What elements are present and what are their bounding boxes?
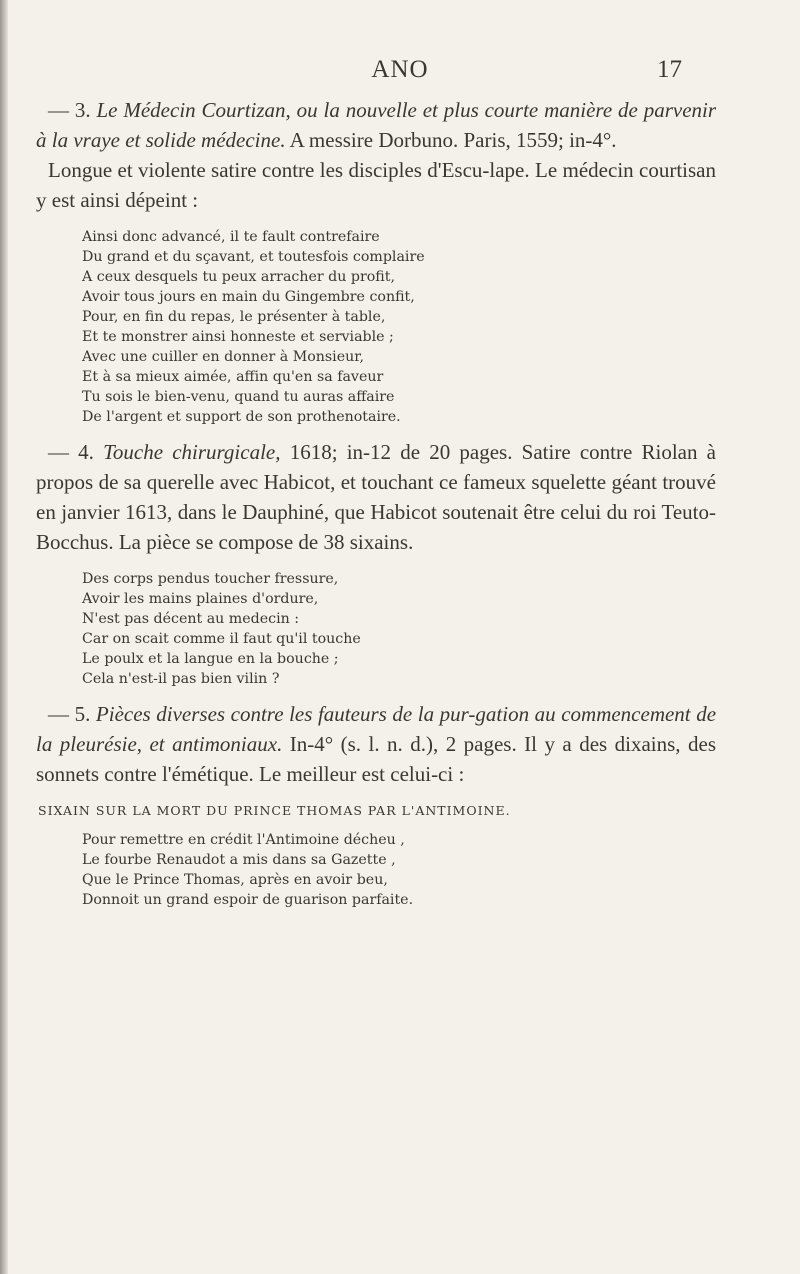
verse-line: Et te monstrer ainsi honneste et serviable ; <box>82 329 394 345</box>
entry-5-title: Pièces diverses contre les fauteurs de la pur-gation au commencement de la pleurésie, et antimoniaux. <box>36 702 717 756</box>
verse-line: De l'argent et support de son prothenotaire. <box>82 409 401 425</box>
entry-5-paragraph <box>36 699 716 789</box>
page-number: 17 <box>657 56 682 83</box>
entry-3-title: Le Médecin Courtizan, ou la nouvelle et plus courte manière de parvenir à la vraye et solide médecine. <box>36 98 717 152</box>
verse-line: Cela n'est-il pas bien vilin ? <box>82 671 280 687</box>
sixain-heading: SIXAIN SUR LA MORT DU PRINCE THOMAS PAR L'ANTIMOINE. <box>38 803 511 818</box>
verse-line: Avoir les mains plaines d'ordure, <box>82 591 319 607</box>
entry-5-text: In-4° (s. l. n. d.), 2 pages. Il y a des dixains, des sonnets contre l'émétique. Le meilleur est celui-ci : <box>36 732 716 786</box>
page-header <box>0 56 800 86</box>
verse-line: Donnoit un grand espoir de guarison parfaite. <box>82 892 414 908</box>
entry-5-number: — 5. <box>48 702 91 726</box>
verse-line: Que le Prince Thomas, après en avoir beu, <box>82 872 388 888</box>
verse-line: Car on scait comme il faut qu'il touche <box>82 631 361 647</box>
entry-3-heading <box>36 95 716 155</box>
entry-3-number: — 3. <box>48 98 91 122</box>
verse-line: A ceux desquels tu peux arracher du profit, <box>82 269 395 285</box>
page-body <box>36 95 716 920</box>
entry-4-text: 1618; in-12 de 20 pages. Satire contre Riolan à propos de sa querelle avec Habicot, et touchant ce fameux squelette géant trouvé en janvier 1613, dans le Dauphiné, que Habicot soutenait être celui du roi Teuto-Bocchus. La pièce se compose de 38 sixains. <box>36 440 716 554</box>
entry-3-verse <box>82 227 716 427</box>
verse-line: Le poulx et la langue en la bouche ; <box>82 651 339 667</box>
entry-4-verse <box>82 569 716 689</box>
verse-line: Pour, en fin du repas, le présenter à table, <box>82 309 386 325</box>
entry-4-paragraph <box>36 437 716 557</box>
verse-line: Et à sa mieux aimée, affin qu'en sa faveur <box>82 369 384 385</box>
entry-3-description: Longue et violente satire contre les disciples d'Escu-lape. Le médecin courtisan y est ainsi dépeint : <box>36 158 716 212</box>
verse-line: Ainsi donc advancé, il te fault contrefaire <box>82 229 380 245</box>
binding-shadow <box>0 0 8 1274</box>
entry-5-verse <box>82 830 716 910</box>
verse-line: Le fourbe Renaudot a mis dans sa Gazette , <box>82 852 396 868</box>
entry-4-title: Touche chirurgicale, <box>103 440 281 464</box>
running-title: ANO <box>371 56 429 83</box>
verse-line: Pour remettre en crédit l'Antimoine décheu , <box>82 832 405 848</box>
verse-line: Tu sois le bien-venu, quand tu auras affaire <box>82 389 395 405</box>
verse-line: Du grand et du sçavant, et toutesfois complaire <box>82 249 425 265</box>
verse-line: N'est pas décent au medecin : <box>82 611 300 627</box>
entry-3-imprint: A messire Dorbuno. Paris, 1559; in-4°. <box>289 128 617 152</box>
verse-line: Avec une cuiller en donner à Monsieur, <box>82 349 364 365</box>
verse-line: Avoir tous jours en main du Gingembre confit, <box>82 289 415 305</box>
entry-4-number: — 4. <box>48 440 94 464</box>
verse-line: Des corps pendus toucher fressure, <box>82 571 339 587</box>
